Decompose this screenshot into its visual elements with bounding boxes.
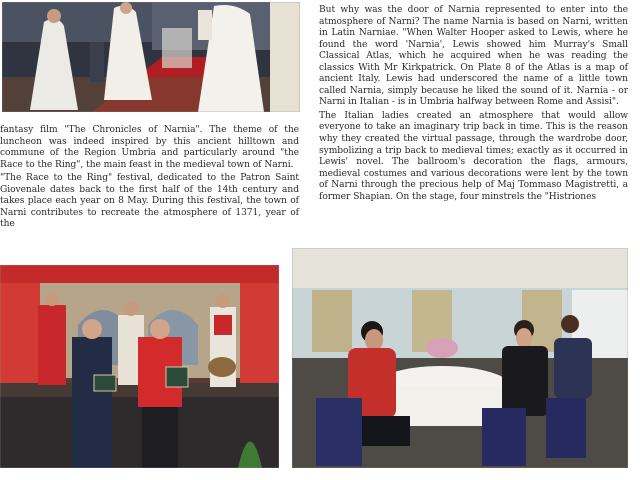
photo-bottom-right xyxy=(292,248,628,468)
right-paragraph-2: The Italian ladies created an atmosphere that would allow everyone to take an imaginary trip back in time. This is the reason why they created the virtual passage, through the wardrobe door, symbolizing a trip back to medieval times; exactly as it occurred in Lewis' novel. The ballroom's decoration the flags, armours, medieval costumes and various decorations were lent by the town of Narni through the precious help of Maj Tommaso Magistretti, a former Shapian. On the stage, four minstrels the "Histriones xyxy=(319,110,628,202)
photo-top-left xyxy=(2,2,300,112)
ballroom-dancers-image xyxy=(2,2,300,112)
banquet-hall-image xyxy=(292,248,628,468)
right-paragraph-1: But why was the door of Narnia represented to enter into the atmosphere of Narni? The name Narnia is based on Narni, written in Latin Narniae. "When Walter Hooper asked to Lewis, where he found the word 'Narnia', Lewis showed him Murray's Small Classical Atlas, which he acquired when he was reading the classics With Mr Kirkpatrick. On Plate 8 of the Atlas is a map of ancient Italy. Lewis had underscored the name of a little town called Narnia, simply because he liked the sound of it. Narnia - or Narni in Italian - is in Umbria halfway between Rome and Assisi". xyxy=(319,5,628,108)
right-text-column xyxy=(319,5,628,203)
left-text-column xyxy=(0,125,299,231)
photo-bottom-left xyxy=(0,265,279,468)
left-paragraph-2: "The Race to the Ring" festival, dedicated to the Patron Saint Giovenale dates back to the first half of the 14th century and takes place each year on 8 May. During this festival, the town of Narni contributes to recreate the atmosphere of 1371, year of the xyxy=(0,173,299,230)
stage-presentation-image xyxy=(0,265,279,468)
left-paragraph-1: fantasy film "The Chronicles of Narnia". The theme of the luncheon was indeed inspired by this ancient hilltown and commune of the Region Umbria and particularly around "the Race to the Ring", the main feast in the medieval town of Narni. xyxy=(0,125,299,170)
